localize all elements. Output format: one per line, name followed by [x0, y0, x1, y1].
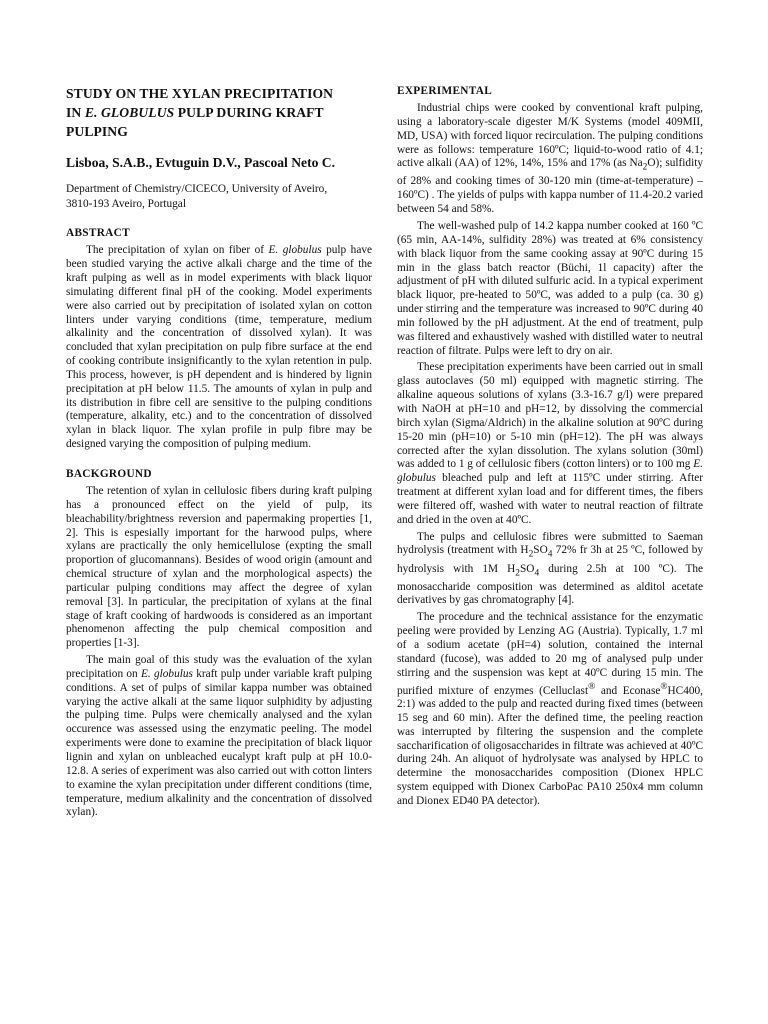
abstract-species: E. globulus [268, 244, 322, 257]
right-column [397, 84, 703, 812]
exp-p4-sub-3: 2 [515, 567, 520, 578]
background-p2-text-b: kraft pulp under variable kraft pulping conditions. A set of pulps of similar kappa number was obtained varying the active alkali at the same liquor sulphidity by adjusting the pulping time. Pulps were chemically analysed and the xylan occurence was assessed using the enzymatic peeling. The model experiments were done to examine the precipitation of black liquor lignin and xylan on unbleached eucalypt kraft pulp at pH 10.0-12.8. A series of experiment was also carried out with cotton linters to examine the xylan precipitation under different conditions (time, temperature, medium alkalinity and the concentration of dissolved xylan). [66, 667, 372, 819]
title-line-2-prefix: IN [66, 105, 85, 120]
exp-p4-sub-1: 2 [528, 549, 534, 560]
exp-p1-text-b: O); sulfidity of 28% and cooking times of 30-120 min (time-at-temperature) – 160ºC) . The yields of pulps with kappa number of 11.4-20.2 varied between 54 and 58%. [397, 157, 703, 216]
title-line-2-suffix: PULP DURING KRAFT [174, 105, 324, 120]
exp-p5-registered-2: ® [660, 681, 668, 692]
abstract-paragraph [66, 244, 372, 452]
exp-p5-text-a: The procedure and the technical assistance for the enzymatic peeling were provided by Lenzing AG (Austria). Typically, 1.7 ml of a sodium acetate (pH=4) solution, contained the internal standard (fucose), was added to 20 mg of analysed pulp under stirring and the suspension was kept at 40ºC during 15 min. The purified mixture of enzymes (Celluclast [397, 611, 703, 697]
title-line-1: STUDY ON THE XYLAN PRECIPITATION [66, 86, 334, 101]
abstract-text-b: pulp have been studied varying the active alkali charge and the time of the kraft pulping as well as in model experiments with black liquor simulating different final pH of the cooking. Model experiments were also carried out by precipitation of isolated xylan on cotton linters under varying conditions (time, temperature, medium alkalinity and the concentration of dissolved xylan). It was concluded that xylan precipitation on pulp fibre surface at the end of cooking contribute insignificantly to the xylan retention in pulp. This process, however, is pH dependent and is hindered by lignin precipitation at pH below 11.5. The amounts of xylan in pulp and its distribution in fibre cell are sensitive to the pulping conditions (temperature, alkality, etc.) and to the concentration of dissolved xylan in black liquor. The xylan profile in pulp fibre may be designed varying the composition of pulping medium. [66, 244, 372, 451]
background-heading: BACKGROUND [66, 467, 152, 480]
exp-p5-registered-1: ® [588, 681, 596, 692]
exp-p4-text-d: SO [519, 562, 535, 575]
authors: Lisboa, S.A.B., Evtuguin D.V., Pascoal Neto C. [66, 155, 336, 170]
exp-p4-sub-2: 4 [547, 549, 553, 560]
background-paragraph-1: The retention of xylan in cellulosic fibers during kraft pulping has a pronounced effect on the yield of pulp, its bleachability/brightness reversion and papermaking properties [1, 2]. This is espesially important for the harwood pulps, where xylans are practically the only hemicellulose (expting the small proportion of glucomannans). Besides of wood origin (amount and chemical structure of xylan and the morphological aspects) the particular pulping conditions may affect the degree of xylan removal [3]. In particular, the precipitation of xylans at the final stage of kraft cooking of hardwoods is considered as an important phenomenon affecting the pulp chemical composition and properties [1-3]. [66, 484, 372, 650]
background-p2-text-a: The main goal of this study was the evaluation of the xylan precipitation on [66, 654, 372, 680]
abstract-heading: ABSTRACT [66, 227, 130, 240]
background-p2-species: E. globulus [140, 667, 193, 680]
experimental-paragraph-1 [397, 102, 703, 217]
exp-p3-text-b: bleached pulp and left at 115ºC under stirring. After treatment at different xylan load and for different times, the fibers were filtered off, washed with water to neutral reaction of filtrate and dried in the oven at 40ºC. [397, 472, 703, 526]
affiliation-line-2: 3810-193 Aveiro, Portugal [66, 197, 186, 210]
background-paragraph-2 [66, 654, 372, 820]
abstract-text-a: The precipitation of xylan on fiber of [86, 244, 269, 257]
exp-p1-text-a: Industrial chips were cooked by conventional kraft pulping, using a laboratory-scale digester M/K Systems (model 409MII, MD, USA) with forced liquor recirculation. The pulping conditions were as follows: temperature 160ºC; liquid-to-wood ratio of 4.1; active alkali (AA) of 12%, 14%, 15% and 17% (as Na [397, 102, 703, 170]
title-line-3: PULPING [66, 124, 128, 139]
exp-p4-sub-4: 4 [534, 567, 540, 578]
exp-p5-text-c: HC400, 2:1) was added to the pulp and reacted during fixed times (between 15 seg and 60 min). After the defined time, the peeling reaction was interrupted by filtering the suspension and the complete saccharification of oligosaccharides in filtrate was achieved at 40ºC during 24h. An aliquot of hydrolysate was analysed by HPLC to determine the monosaccharides composition (Dionex HPLC system equipped with Dionex CarboPac PA10 250x4 mm column and Dionex ED40 PA detector). [397, 684, 703, 808]
affiliation-line-1: Department of Chemistry/CICECO, University of Aveiro, [66, 182, 328, 195]
left-column [66, 84, 372, 823]
experimental-heading: EXPERIMENTAL [397, 85, 493, 97]
paper-title [66, 84, 372, 141]
experimental-paragraph-5 [397, 611, 703, 809]
experimental-paragraph-4 [397, 531, 703, 609]
exp-p4-text-e: during 2.5h at 100 ºC). The monosaccharide composition was determined as alditol acetate derivatives by gas chromatography [4]. [397, 562, 704, 607]
exp-p4-text-c: 72% fr 3h at 25 ºC, followed by hydrolysis with 1M H [397, 544, 703, 575]
exp-p5-text-b: and Econase [595, 684, 661, 697]
exp-p4-text-b: SO [533, 544, 548, 557]
experimental-paragraph-2: The well-washed pulp of 14.2 kappa number cooked at 160 ºC (65 min, AA-14%, sulfidity 28%) was treated at 6% consistency with black liquor from the same cooking assay at 90ºC during 15 min in the glass batch reactor (Büchi, 1l capacity) after the adjustment of pH with diluted sulfuric acid. In a typical experiment black liquor, pre-heated to 50ºC, was added to a pulp (ca. 30 g) under stirring and the temperature was increased to 90ºC during 40 min followed by the pH adjustment. At the end of treatment, pulp was filtered and exhaustively washed with distilled water to neutral reaction of filtrate. Pulps were left to dry on air. [397, 220, 703, 357]
exp-p4-text-a: The pulps and cellulosic fibres were submitted to Saeman hydrolysis (treatment with H [397, 530, 703, 557]
experimental-paragraph-3 [397, 361, 703, 527]
title-species: E. GLOBULUS [84, 105, 175, 120]
exp-p1-subscript: 2 [642, 162, 648, 173]
exp-p3-text-a: These precipitation experiments have been carried out in small glass autoclaves (50 ml) equipped with magnetic stirring. The alkaline aqueous solutions of xylans (3.3-16.7 g/l) were prepared with NaOH at pH=10 and pH=12, by dissolving the commercial birch xylan (Sigma/Aldrich) in the alkaline solution at 90ºC during 15-20 min (pH=10) or 5-10 min (pH=12). The pH was always corrected after the xylan dissolution. The xylans solution (30ml) was added to 1 g of cellulosic fibers (cotton linters) or to 100 mg [397, 361, 703, 471]
affiliation [66, 182, 372, 213]
exp-p3-species: E. globulus [397, 458, 703, 485]
